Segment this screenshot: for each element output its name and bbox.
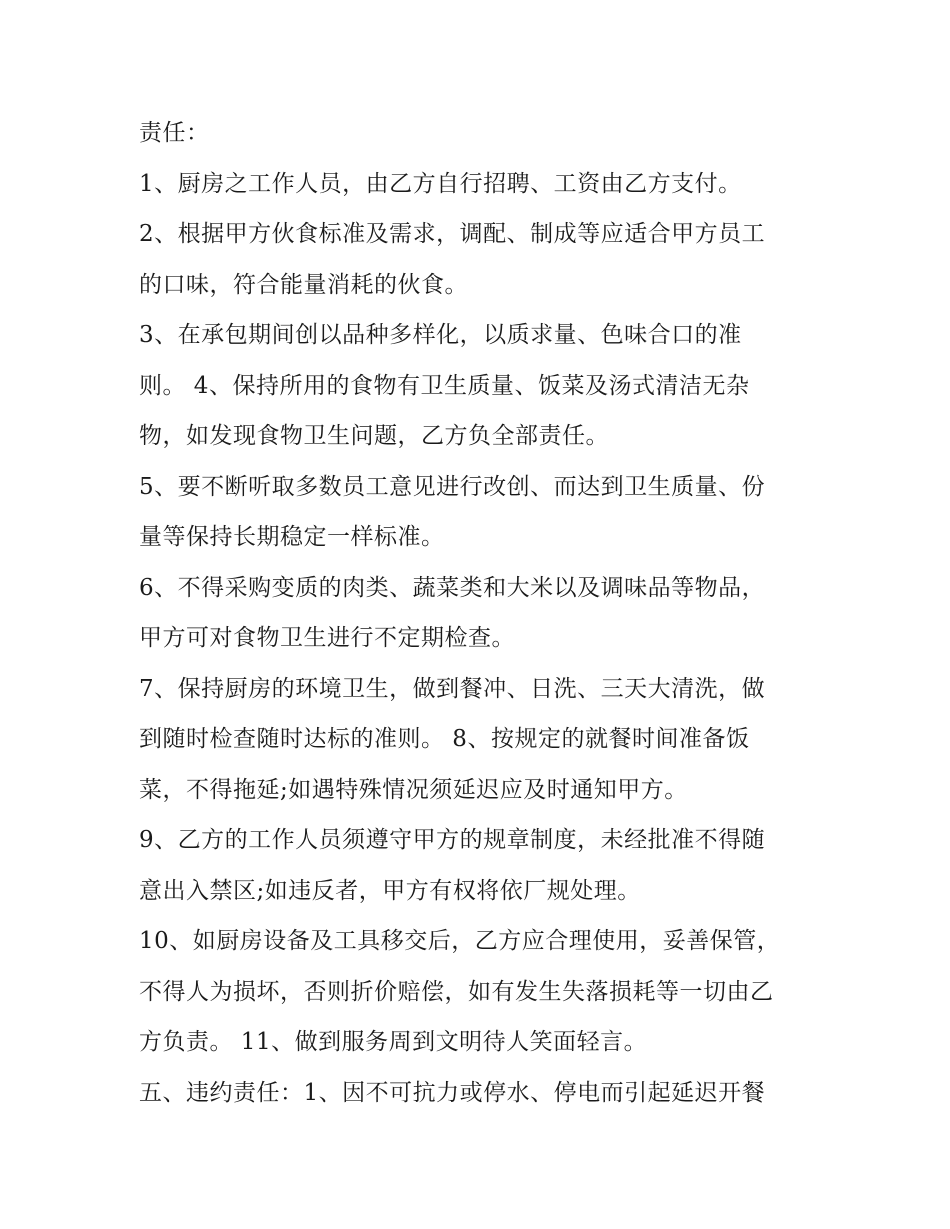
text-line-heading: 责任：	[139, 120, 210, 146]
text-line-item-7: 7、保持厨房的环境卫生，做到餐冲、日洗、三天大清洗，做	[139, 675, 766, 702]
text-line-item-6: 6、不得采购变质的肉类、蔬菜类和大米以及调味品等物品，	[139, 574, 766, 601]
text-line-item-5: 5、要不断听取多数员工意见进行改创、而达到卫生质量、份	[139, 473, 766, 500]
text-line-item-3: 3、在承包期间创以品种多样化，以质求量、色味合口的准	[139, 322, 742, 348]
text-line-item-6-cont: 甲方可对食物卫生进行不定期检查。	[139, 625, 515, 651]
text-line-item-10-11: 方负责。 11、做到服务周到文明待人笑面轻言。	[139, 1029, 648, 1055]
text-line-item-10-cont: 不得人为损坏，否则折价赔偿，如有发生失落损耗等一切由乙	[139, 978, 774, 1005]
text-line-item-4-cont: 物，如发现食物卫生问题，乙方负全部责任。	[139, 423, 609, 449]
document-body	[139, 108, 819, 1118]
text-line-item-2-cont: 的口味，符合能量消耗的伙食。	[139, 271, 468, 298]
text-line-item-10: 10、如厨房设备及工具移交后，乙方应合理使用，妥善保管，	[139, 928, 781, 954]
text-line-item-5-cont: 量等保持长期稳定一样标准。	[139, 524, 445, 550]
text-line-item-2: 2、根据甲方伙食标准及需求，调配、制成等应适合甲方员工	[139, 221, 766, 247]
text-line-item-9-cont: 意出入禁区;如违反者，甲方有权将依厂规处理。	[139, 877, 641, 904]
text-line-item-9: 9、乙方的工作人员须遵守甲方的规章制度，未经批准不得随	[139, 827, 766, 853]
text-line-item-8-cont: 菜，不得拖延;如遇特殊情况须延迟应及时通知甲方。	[139, 776, 688, 803]
text-line-item-3-4: 则。 4、保持所用的食物有卫生质量、饭菜及汤式清洁无杂	[139, 372, 750, 399]
text-line-item-1: 1、厨房之工作人员，由乙方自行招聘、工资由乙方支付。	[139, 170, 742, 197]
text-line-section-5: 五、违约责任：1、因不可抗力或停水、停电而引起延迟开餐	[139, 1079, 766, 1106]
text-line-item-7-8: 到随时检查随时达标的准则。 8、按规定的就餐时间准备饭	[139, 726, 750, 752]
